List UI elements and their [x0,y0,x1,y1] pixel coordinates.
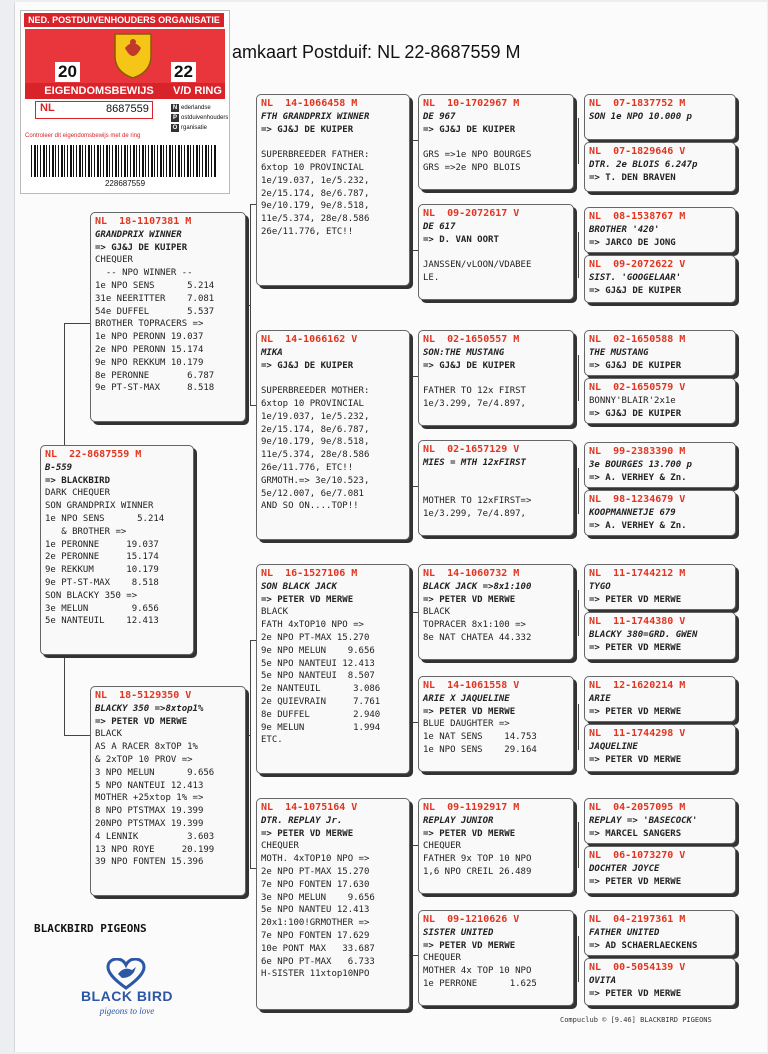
info-line: 9e PT-ST-MAX 8.518 [45,577,159,588]
info-line: 1e NAT SENS 14.753 [423,732,537,743]
info-line: 1e NPO SENS 5.214 [95,280,215,291]
info-line: 5e/12.007, 6e/7.081 [261,488,364,499]
ring-number: NL 10-1702967 M [423,98,520,109]
info-line: 1e/19.037, 1e/5.232, [261,411,370,422]
info-line: 1e PERRONE 1.625 [423,978,537,989]
info-line: SON GRANDPRIX WINNER [45,501,154,512]
crest-icon [111,30,155,80]
info-line: 1e NPO SENS 29.164 [423,744,537,755]
connector-line [412,845,413,955]
connector-line [578,468,579,514]
pigeon-name: BLACKY 380=GRD. GWEN [589,629,698,640]
pigeon-name: ARIE X JAQUELINE [423,693,510,704]
connector-line [578,822,579,868]
pigeon-name: JAQUELINE [589,741,638,752]
owner-line: => JARCO DE JONG [589,237,676,248]
info-line: 11e/5.374, 28e/8.586 [261,214,370,225]
connector-line [412,612,413,722]
info-line: JANSSEN/vLOON/VDABEE [423,260,532,271]
heart-bird-icon [106,958,146,990]
info-line: 9e PT-ST-MAX 8.518 [95,383,215,394]
info-line [423,372,569,385]
info-line: 1,6 NPO CREIL 26.489 [423,866,532,877]
card-ring-label: V/D RING [173,83,225,99]
pedigree-box-dss [418,564,574,660]
info-line: FATHER 9x TOP 10 NPO [423,854,532,865]
info-line: 6xtop 10 PROVINCIAL [261,162,364,173]
owner-line: => PETER VD MERWE [589,754,682,765]
info-line [423,470,569,483]
connector-line [578,118,579,164]
connector-line [246,305,251,306]
info-line: 1e/3.299, 7e/4.897, [423,398,526,409]
owner-line: => PETER VD MERWE [423,940,516,951]
ring-number: NL 98-1234679 V [589,494,686,505]
pedigree-box-sire [90,212,246,422]
info-line: 9e MELUN 1.994 [261,722,381,733]
ring-number: NL 12-1620214 M [589,680,686,691]
logo-tagline: pigeons to love [99,1006,155,1016]
blackbird-logo [56,958,198,1020]
kennel-name: BLACKBIRD PIGEONS [34,922,147,935]
owner-line: => PETER VD MERWE [261,828,354,839]
owner-line: => GJ&J DE KUIPER [261,360,354,371]
connector-line [64,323,65,445]
pedigree-box-g5-4 [584,255,736,303]
info-line: 3e MELUN 9.656 [45,603,159,614]
info-line: LE. [423,272,440,283]
info-line: 8e DUFFEL 2.940 [261,709,381,720]
barcode-number: 228687559 [104,179,146,188]
pedigree-box-g5-7 [584,442,736,488]
pedigree-box-g5-3 [584,207,736,253]
ownership-card [20,10,230,194]
info-line: 13 NPO ROYE 20.199 [95,844,215,855]
card-year-right: 22 [171,62,196,82]
info-line [423,136,569,149]
pedigree-box-ssd [418,204,574,300]
info-line: & 2xTOP 10 PROV => [95,754,193,765]
pedigree-box-g5-1 [584,94,736,140]
info-line: 2e/15.174, 8e/6.787, [261,188,370,199]
info-line: 1e NPO PERONN 19.037 [95,332,204,343]
info-line: BROTHER TOPRACERS => [95,319,204,330]
info-line: 2e NPO PERONN 15.174 [95,344,204,355]
info-line: BONNY'BLAIR'2x1e [589,395,676,406]
ring-number: NL 09-1192917 M [423,802,520,813]
info-line: & BROTHER => [45,526,127,537]
info-line: H-SISTER 11xtop10NPO [261,969,370,980]
ring-number: NL 99-2383390 M [589,446,686,457]
pedigree-box-dsd [418,676,574,772]
pedigree-box-sdd [418,440,574,536]
info-line: 9e/10.179, 9e/8.518, [261,437,370,448]
owner-line: => T. DEN BRAVEN [589,172,676,183]
card-crest-band [25,29,225,83]
info-line: 1e PERONNE 19.037 [45,539,159,550]
info-line: 54e DUFFEL 5.537 [95,306,215,317]
pedigree-box-g5-16 [584,958,736,1006]
connector-line [64,655,65,735]
ring-number: NL 09-1210626 V [423,914,520,925]
info-line: 11e/5.374, 28e/8.586 [261,450,370,461]
owner-line: => GJ&J DE KUIPER [589,285,682,296]
owner-line: => PETER VD MERWE [589,876,682,887]
pedigree-box-subject [40,445,194,655]
pigeon-name: FTH GRANDPRIX WINNER [261,111,370,122]
info-line: 4 LENNIK 3.603 [95,831,215,842]
info-line: MOTHER +25xtop 1% => [95,793,204,804]
pedigree-box-ddd [418,910,574,1006]
pigeon-name: REPLAY => 'BASECOCK' [589,815,698,826]
pedigree-box-g5-12 [584,724,736,772]
ring-number: NL 14-1060732 M [423,568,520,579]
page-title: amkaart Postduif: NL 22-8687559 M [232,42,521,62]
info-line: FATH 4xTOP10 NPO => [261,620,364,631]
info-line: AS A RACER 8xTOP 1% [95,742,198,753]
info-line: 7e NPO FONTEN 17.629 [261,930,370,941]
owner-line: => GJ&J DE KUIPER [95,242,188,253]
owner-line: => AD SCHAERLAECKENS [589,940,698,951]
pigeon-name: SISTER UNITED [423,927,494,938]
ring-number: NL 02-1650588 M [589,334,686,345]
pigeon-name: ARIE [589,693,611,704]
info-line: 8e PERONNE 6.787 [95,370,215,381]
info-line: CHEQUER [261,841,299,852]
ring-number: NL 04-2057095 M [589,802,686,813]
info-line: 6xtop 10 PROVINCIAL [261,398,364,409]
pigeon-name: SON 1e NPO 10.000 p [589,111,692,122]
info-line: AND SO ON....TOP!! [261,501,359,512]
info-line: 3e NPO MELUN 9.656 [261,892,375,903]
info-line: 20x1:100!GRMOTHER => [261,918,370,929]
card-year-left: 20 [55,62,80,82]
ring-number: NL 14-1066162 V [261,334,358,345]
pedigree-box-g5-8 [584,490,736,536]
info-line: 20NPO PTSTMAX 19.399 [95,818,204,829]
pedigree-box-g5-14 [584,846,736,894]
pigeon-name: B-559 [45,462,73,473]
ring-number: NL 14-1066458 M [261,98,358,109]
info-line: 2e NANTEUIL 3.086 [261,684,381,695]
connector-line [578,936,579,982]
owner-line: => GJ&J DE KUIPER [423,360,516,371]
ring-number: NL 11-1744298 V [589,728,686,739]
owner-line: => PETER VD MERWE [589,642,682,653]
info-line: -- NPO WINNER -- [95,268,193,279]
pigeon-name: DE 617 [423,221,456,232]
info-line: MOTHER TO 12xFIRST=> [423,496,532,507]
owner-line: => PETER VD MERWE [95,716,188,727]
info-line: SON BLACKY 350 => [45,590,138,601]
connector-line [246,735,251,736]
info-line: BLACK [95,729,123,740]
logo-brand: BLACK BIRD [80,988,174,1004]
pedigree-box-g5-15 [584,910,736,956]
ring-number: NL 02-1650557 M [423,334,520,345]
info-line: 8e NAT CHATEA 44.332 [423,632,532,643]
owner-line: => A. VERHEY & Zn. [589,520,687,531]
ring-number: NL 07-1837752 M [589,98,686,109]
ring-number: NL 09-2072617 V [423,208,520,219]
info-line: 1e/3.299, 7e/4.897, [423,508,526,519]
pedigree-box-dam-dam [256,798,410,1010]
ring-number: NL 06-1073270 V [589,850,686,861]
info-line: CHEQUER [423,841,461,852]
npo-legend: N ederlandse P ostduivenhouders O rganisatie [172,105,229,131]
pigeon-name: TYGO [589,581,611,592]
pigeon-name: BLACK JACK =>8x1:100 [423,581,532,592]
pedigree-box-sss [418,94,574,190]
info-line: 26e/11.776, ETC!! [261,462,354,473]
info-line: BLUE DAUGHTER => [423,719,510,730]
info-line: BLACK [423,607,451,618]
info-line: 5e NPO NANTEU 12.413 [261,905,370,916]
info-line: 7e NPO FONTEN 17.630 [261,879,370,890]
owner-line: => PETER VD MERWE [423,828,516,839]
pigeon-name: OVITA [589,975,617,986]
info-line: GRS =>2e NPO BLOIS [423,162,521,173]
pigeon-name: DTR. REPLAY Jr. [261,815,343,826]
connector-line [578,232,579,278]
owner-line: => PETER VD MERWE [589,988,682,999]
ring-number: NL 02-1650579 V [589,382,686,393]
connector-line [250,640,251,868]
connector-line [64,323,90,324]
card-country: NL [40,102,55,114]
info-line: FATHER TO 12x FIRST [423,386,526,397]
pedigree-box-sire-sire [256,94,410,286]
info-line: GRMOTH.=> 3e/10.523, [261,475,370,486]
card-control-note: Controleer dit eigendomsbewijs met de ring [25,133,141,139]
ring-number: NL 11-1744212 M [589,568,686,579]
ring-number: NL 07-1829646 V [589,146,686,157]
ring-number: NL 16-1527106 M [261,568,358,579]
npo-p: ostduivenhouders [181,115,229,121]
info-line: SUPERBREEDER MOTHER: [261,386,370,397]
ring-number: NL 22-8687559 M [45,449,142,460]
pigeon-name: BLACKY 350 =>8xtop1% [95,703,204,714]
pedigree-box-sire-dam [256,330,410,540]
info-line: 8 NPO PTSTMAX 19.399 [95,806,204,817]
info-line: 2e/15.174, 8e/6.787, [261,424,370,435]
info-line: 2e PERONNE 15.174 [45,552,159,563]
info-line: 2e QUIEVRAIN 7.761 [261,696,381,707]
info-line: TOPRACER 8x1:100 => [423,620,526,631]
info-line: 3 NPO MELUN 9.656 [95,767,215,778]
owner-line: => GJ&J DE KUIPER [261,124,354,135]
pedigree-box-g5-10 [584,612,736,660]
connector-line [64,735,90,736]
info-line: 9e NPO REKKUM 10.179 [95,357,204,368]
ring-number: NL 14-1061558 V [423,680,520,691]
info-line: 26e/11.776, ETC!! [261,226,354,237]
owner-line: => A. VERHEY & Zn. [589,472,687,483]
info-line: 6e NPO PT-MAX 6.733 [261,956,375,967]
pedigree-box-g5-2 [584,142,736,192]
owner-line: => PETER VD MERWE [423,594,516,605]
connector-line [578,590,579,636]
info-line: 5e NANTEUIL 12.413 [45,616,159,627]
pigeon-name: MIES = MTH 12xFIRST [423,457,526,468]
pigeon-name: MIKA [261,347,283,358]
card-org-label: NED. POSTDUIVENHOUDERS ORGANISATIE [24,13,224,27]
pedigree-box-dam-sire [256,564,410,774]
info-line [261,136,405,149]
owner-line: => BLACKBIRD [45,475,111,486]
barcode [31,145,217,177]
owner-line: => PETER VD MERWE [589,706,682,717]
pigeon-name: SIST. 'GOOGELAAR' [589,272,682,283]
pigeon-name: SON BLACK JACK [261,581,337,592]
pedigree-box-dds [418,798,574,894]
info-line: 1e/19.037, 1e/5.232, [261,175,370,186]
owner-line: => GJ&J DE KUIPER [423,124,516,135]
ring-number: NL 00-5054139 V [589,962,686,973]
info-line: MOTH. 4xTOP10 NPO => [261,854,370,865]
ring-number: NL 04-2197361 M [589,914,686,925]
pigeon-name: 3e BOURGES 13.700 p [589,459,692,470]
info-line: GRS =>1e NPO BOURGES [423,150,532,161]
pedigree-box-sds [418,330,574,426]
info-line: 9e/10.179, 9e/8.518, [261,201,370,212]
npo-o: rganisatie [181,125,208,131]
pigeon-name: BROTHER '420' [589,224,660,235]
connector-line [578,704,579,750]
pedigree-box-g5-11 [584,676,736,722]
card-title: EIGENDOMSBEWIJS [25,83,173,99]
pedigree-box-g5-13 [584,798,736,844]
info-line: 5e NPO NANTEUI 8.507 [261,671,375,682]
connector-line [578,355,579,401]
ring-number: NL 18-5129350 V [95,690,192,701]
owner-line: => GJ&J DE KUIPER [589,408,682,419]
ring-number: NL 11-1744380 V [589,616,686,627]
info-line: ETC. [261,735,283,746]
ring-number: NL 08-1538767 M [589,211,686,222]
info-line: MOTHER 4x TOP 10 NPO [423,966,532,977]
pedigree-box-g5-5 [584,330,736,376]
info-line: 10e PONT MAX 33.687 [261,943,375,954]
pigeon-name: DTR. 2e BLOIS 6.247p [589,159,698,170]
info-line: 5 NPO NANTEUI 12.413 [95,780,204,791]
footer-credit: Compuclub © [9.46] BLACKBIRD PIGEONS [560,1016,712,1024]
info-line: 5e NPO NANTEUI 12.413 [261,658,375,669]
info-line [261,372,405,385]
ring-number: NL 02-1657129 V [423,444,520,455]
card-number: 8687559 [106,103,149,115]
info-line [423,482,569,495]
info-line: 2e NPO PT-MAX 15.270 [261,632,370,643]
connector-line [412,140,413,250]
info-line: CHEQUER [95,255,133,266]
pigeon-name: FATHER UNITED [589,927,660,938]
connector-line [412,376,413,486]
pigeon-name: DOCHTER JOYCE [589,863,660,874]
card-ring-number [35,101,153,119]
info-line: BLACK [261,607,289,618]
pedigree-box-g5-6 [584,378,736,424]
pigeon-name: DE 967 [423,111,456,122]
ring-number: NL 18-1107381 M [95,216,192,227]
ring-number: NL 14-1075164 V [261,802,358,813]
info-line: 9e REKKUM 10.179 [45,565,159,576]
info-line: 31e NEERITTER 7.081 [95,293,215,304]
pedigree-box-dam [90,686,246,896]
info-line: 9e NPO MELUN 9.656 [261,645,375,656]
info-line: 2e NPO PT-MAX 15.270 [261,866,370,877]
info-line [423,246,569,259]
owner-line: => PETER VD MERWE [589,594,682,605]
owner-line: => PETER VD MERWE [423,706,516,717]
info-line: SUPERBREEDER FATHER: [261,150,370,161]
owner-line: => GJ&J DE KUIPER [589,360,682,371]
pigeon-name: SON:THE MUSTANG [423,347,505,358]
pigeon-name: REPLAY JUNIOR [423,815,494,826]
info-line: CHEQUER [423,953,461,964]
pedigree-box-g5-9 [584,564,736,610]
info-line: 1e NPO SENS 5.214 [45,513,165,524]
info-line: 39 NPO FONTEN 15.396 [95,857,204,868]
info-line: DARK CHEQUER [45,488,111,499]
pigeon-name: THE MUSTANG [589,347,649,358]
owner-line: => PETER VD MERWE [261,594,354,605]
owner-line: => D. VAN OORT [423,234,499,245]
npo-n: ederlandse [181,105,211,111]
pigeon-name: GRANDPRIX WINNER [95,229,182,240]
pigeon-name: KOOPMANNETJE 679 [589,507,676,518]
ring-number: NL 09-2072622 V [589,259,686,270]
owner-line: => MARCEL SANGERS [589,828,682,839]
